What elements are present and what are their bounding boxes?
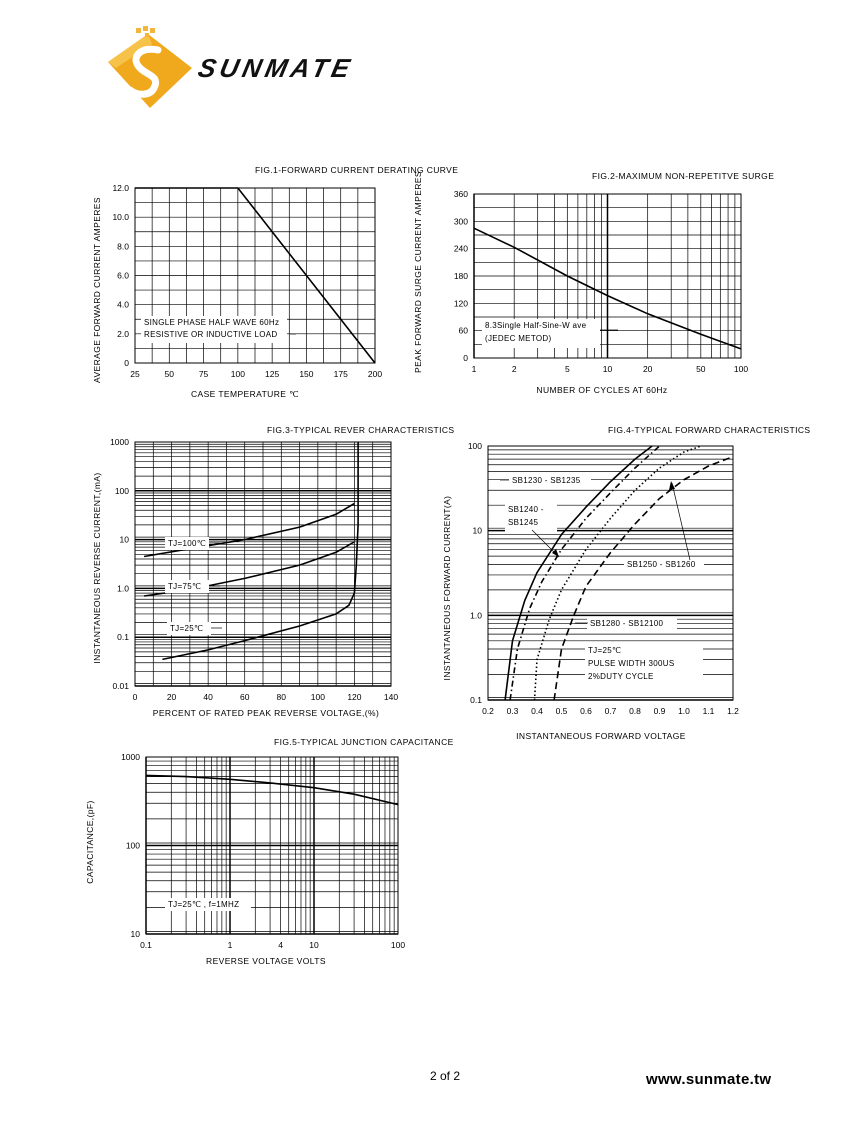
- fig1-x-tick-5: 150: [299, 369, 314, 379]
- fig4-series-1-label-line-1: SB1245: [508, 518, 539, 527]
- fig1-title: FIG.1-FORWARD CURRENT DERATING CURVE: [255, 165, 459, 175]
- fig2-x-tick-6: 100: [733, 364, 749, 374]
- fig4-x-tick-5: 0.7: [604, 706, 617, 716]
- fig2-y-tick-1: 60: [458, 325, 468, 336]
- fig1-x-tick-4: 125: [265, 369, 280, 379]
- fig5-x-tick-0: 0.1: [140, 940, 152, 950]
- fig4-x-tick-3: 0.5: [555, 706, 568, 716]
- fig1-y-axis-label: AVERAGE FORWARD CURRENT AMPERES: [92, 197, 102, 383]
- fig4-x-tick-1: 0.3: [506, 706, 519, 716]
- fig4-x-tick-8: 1.0: [678, 706, 690, 716]
- fig3-x-tick-5: 100: [310, 692, 325, 702]
- fig3-y-tick-3: 10: [119, 534, 129, 545]
- fig4-y-tick-2: 10: [472, 525, 482, 536]
- fig2-y-axis-label: PEAK FORWARD SURGE CURRENT AMPERES: [413, 171, 423, 373]
- fig1-y-tick-5: 10.0: [112, 212, 129, 223]
- fig4-series-1-label-line-0: SB1240 -: [508, 505, 544, 514]
- fig3-y-tick-0: 0.01: [112, 681, 129, 691]
- fig5-y-tick-1: 100: [125, 840, 140, 851]
- fig3-x-tick-7: 140: [383, 692, 399, 702]
- fig3-x-tick-6: 120: [347, 692, 362, 702]
- fig3-x-axis-label: PERCENT OF RATED PEAK REVERSE VOLTAGE,(%): [152, 708, 380, 718]
- fig5-title: FIG.5-TYPICAL JUNCTION CAPACITANCE: [274, 737, 454, 747]
- fig1-x-tick-1: 50: [164, 369, 175, 379]
- fig4-x-axis-label: INSTANTANEOUS FORWARD VOLTAGE: [516, 731, 686, 741]
- fig1-x-tick-3: 100: [230, 369, 245, 379]
- fig5-y-tick-2: 1000: [121, 752, 140, 762]
- fig5-x-tick-1: 1: [227, 940, 233, 950]
- fig3-series-1-label-line-0: TJ=75℃: [168, 582, 202, 591]
- fig4-x-tick-4: 0.6: [580, 706, 592, 716]
- fig2-y-tick-5: 300: [453, 216, 468, 227]
- fig3-y-tick-1: 0.1: [117, 632, 129, 643]
- fig4-x-tick-7: 0.9: [653, 706, 666, 716]
- fig4-series-3-label-line-0: SB1280 - SB12100: [590, 619, 664, 628]
- fig5-series-0-line: [146, 775, 398, 804]
- fig2-x-tick-3: 10: [602, 364, 613, 374]
- fig4-x-tick-2: 0.4: [531, 706, 543, 716]
- fig5-y-tick-0: 10: [130, 929, 140, 939]
- brand-name: SUNMATE: [195, 53, 357, 83]
- fig3-x-tick-4: 80: [276, 692, 287, 702]
- fig3-series-2-label-line-0: TJ=25℃: [170, 624, 204, 633]
- fig1-y-tick-0: 0: [124, 358, 129, 368]
- fig4-series-2-leader: [672, 483, 690, 560]
- fig2-annotation-line-1: (JEDEC METOD): [485, 334, 552, 343]
- fig4-series-2-label-line-0: SB1250 - SB1260: [627, 560, 696, 569]
- fig1-y-tick-1: 2.0: [117, 328, 129, 339]
- fig2-y-tick-6: 360: [453, 189, 468, 199]
- fig4-y-tick-3: 100: [467, 441, 482, 451]
- fig2-x-tick-0: 1: [471, 364, 477, 374]
- fig2-annotation-line-0: 8.3Single Half-Sine-W ave: [485, 321, 587, 330]
- fig1-x-axis-label: CASE TEMPERATURE ℃: [190, 389, 300, 399]
- fig4-x-tick-0: 0.2: [482, 706, 494, 716]
- fig2-title: FIG.2-MAXIMUM NON-REPETITVE SURGE: [592, 171, 775, 181]
- fig2-x-axis-label: NUMBER OF CYCLES AT 60Hz: [536, 385, 668, 395]
- fig4-annotation-line-0: TJ=25℃: [588, 646, 622, 655]
- fig1-y-tick-3: 6.0: [117, 270, 129, 281]
- fig2-y-tick-3: 180: [453, 271, 468, 281]
- fig5-x-axis-label: REVERSE VOLTAGE VOLTS: [206, 956, 326, 966]
- fig3-y-axis-label: INSTANTANEOUS REVERSE CURRENT,(mA): [92, 472, 102, 664]
- fig1-x-tick-6: 175: [333, 369, 348, 379]
- fig1-y-tick-6: 12.0: [112, 183, 129, 193]
- fig1-y-tick-2: 4.0: [117, 299, 129, 310]
- fig1-y-tick-4: 8.0: [117, 241, 129, 252]
- fig2-x-tick-5: 50: [696, 364, 706, 374]
- fig4-series-2-arrowhead: [669, 481, 675, 490]
- fig5-y-axis-label: CAPACITANCE,(pF): [85, 800, 95, 884]
- fig1-x-tick-2: 75: [198, 369, 209, 379]
- fig2-x-tick-2: 5: [564, 364, 570, 374]
- fig5-x-tick-4: 100: [390, 940, 406, 950]
- fig1-annotation-line-1: RESISTIVE OR INDUCTIVE LOAD: [144, 330, 278, 339]
- fig3-x-tick-3: 60: [239, 692, 250, 702]
- fig1-annotation-line-0: SINGLE PHASE HALF WAVE 60Hz: [144, 318, 280, 327]
- fig3-y-tick-5: 1000: [110, 437, 129, 447]
- fig2-x-tick-4: 20: [642, 364, 653, 374]
- fig3-x-tick-2: 40: [203, 692, 213, 702]
- fig2-y-tick-4: 240: [453, 243, 468, 254]
- fig4-y-tick-0: 0.1: [470, 695, 482, 705]
- fig4-annotation-line-2: 2%DUTY CYCLE: [588, 672, 654, 681]
- fig3-x-tick-0: 0: [132, 692, 138, 702]
- fig4-series-0-label-line-0: SB1230 - SB1235: [512, 476, 581, 485]
- fig1-x-tick-7: 200: [367, 369, 383, 379]
- fig3-x-tick-1: 20: [166, 692, 177, 702]
- fig4-x-tick-10: 1.2: [727, 706, 739, 716]
- fig4-y-tick-1: 1.0: [470, 610, 482, 621]
- fig3-title: FIG.3-TYPICAL REVER CHARACTERISTICS: [267, 425, 455, 435]
- fig3-y-tick-4: 100: [114, 485, 129, 496]
- fig4-title: FIG.4-TYPICAL FORWARD CHARACTERISTICS: [608, 425, 811, 435]
- fig2-y-tick-0: 0: [463, 353, 468, 363]
- fig5-x-tick-3: 10: [309, 940, 319, 950]
- fig4-y-axis-label: INSTANTANEOUS FORWARD CURRENT(A): [442, 495, 452, 681]
- fig2-x-tick-1: 2: [511, 364, 517, 374]
- fig4-series-1-arrowhead: [552, 549, 559, 557]
- page-number: 2 of 2: [430, 1069, 461, 1083]
- fig2-y-tick-2: 120: [453, 298, 468, 309]
- fig4-x-tick-9: 1.1: [702, 706, 715, 716]
- fig3-y-tick-2: 1.0: [117, 583, 129, 594]
- fig4-annotation-line-1: PULSE WIDTH 300US: [588, 659, 675, 668]
- fig5-x-tick-2: 4: [278, 940, 283, 950]
- fig1-x-tick-0: 25: [130, 369, 140, 379]
- website-url: www.sunmate.tw: [646, 1071, 772, 1088]
- fig4-x-tick-6: 0.8: [629, 706, 641, 716]
- fig5-annotation-line-0: TJ=25℃ , f=1MHZ: [168, 900, 240, 909]
- fig3-series-0-label-line-0: TJ=100℃: [168, 539, 206, 548]
